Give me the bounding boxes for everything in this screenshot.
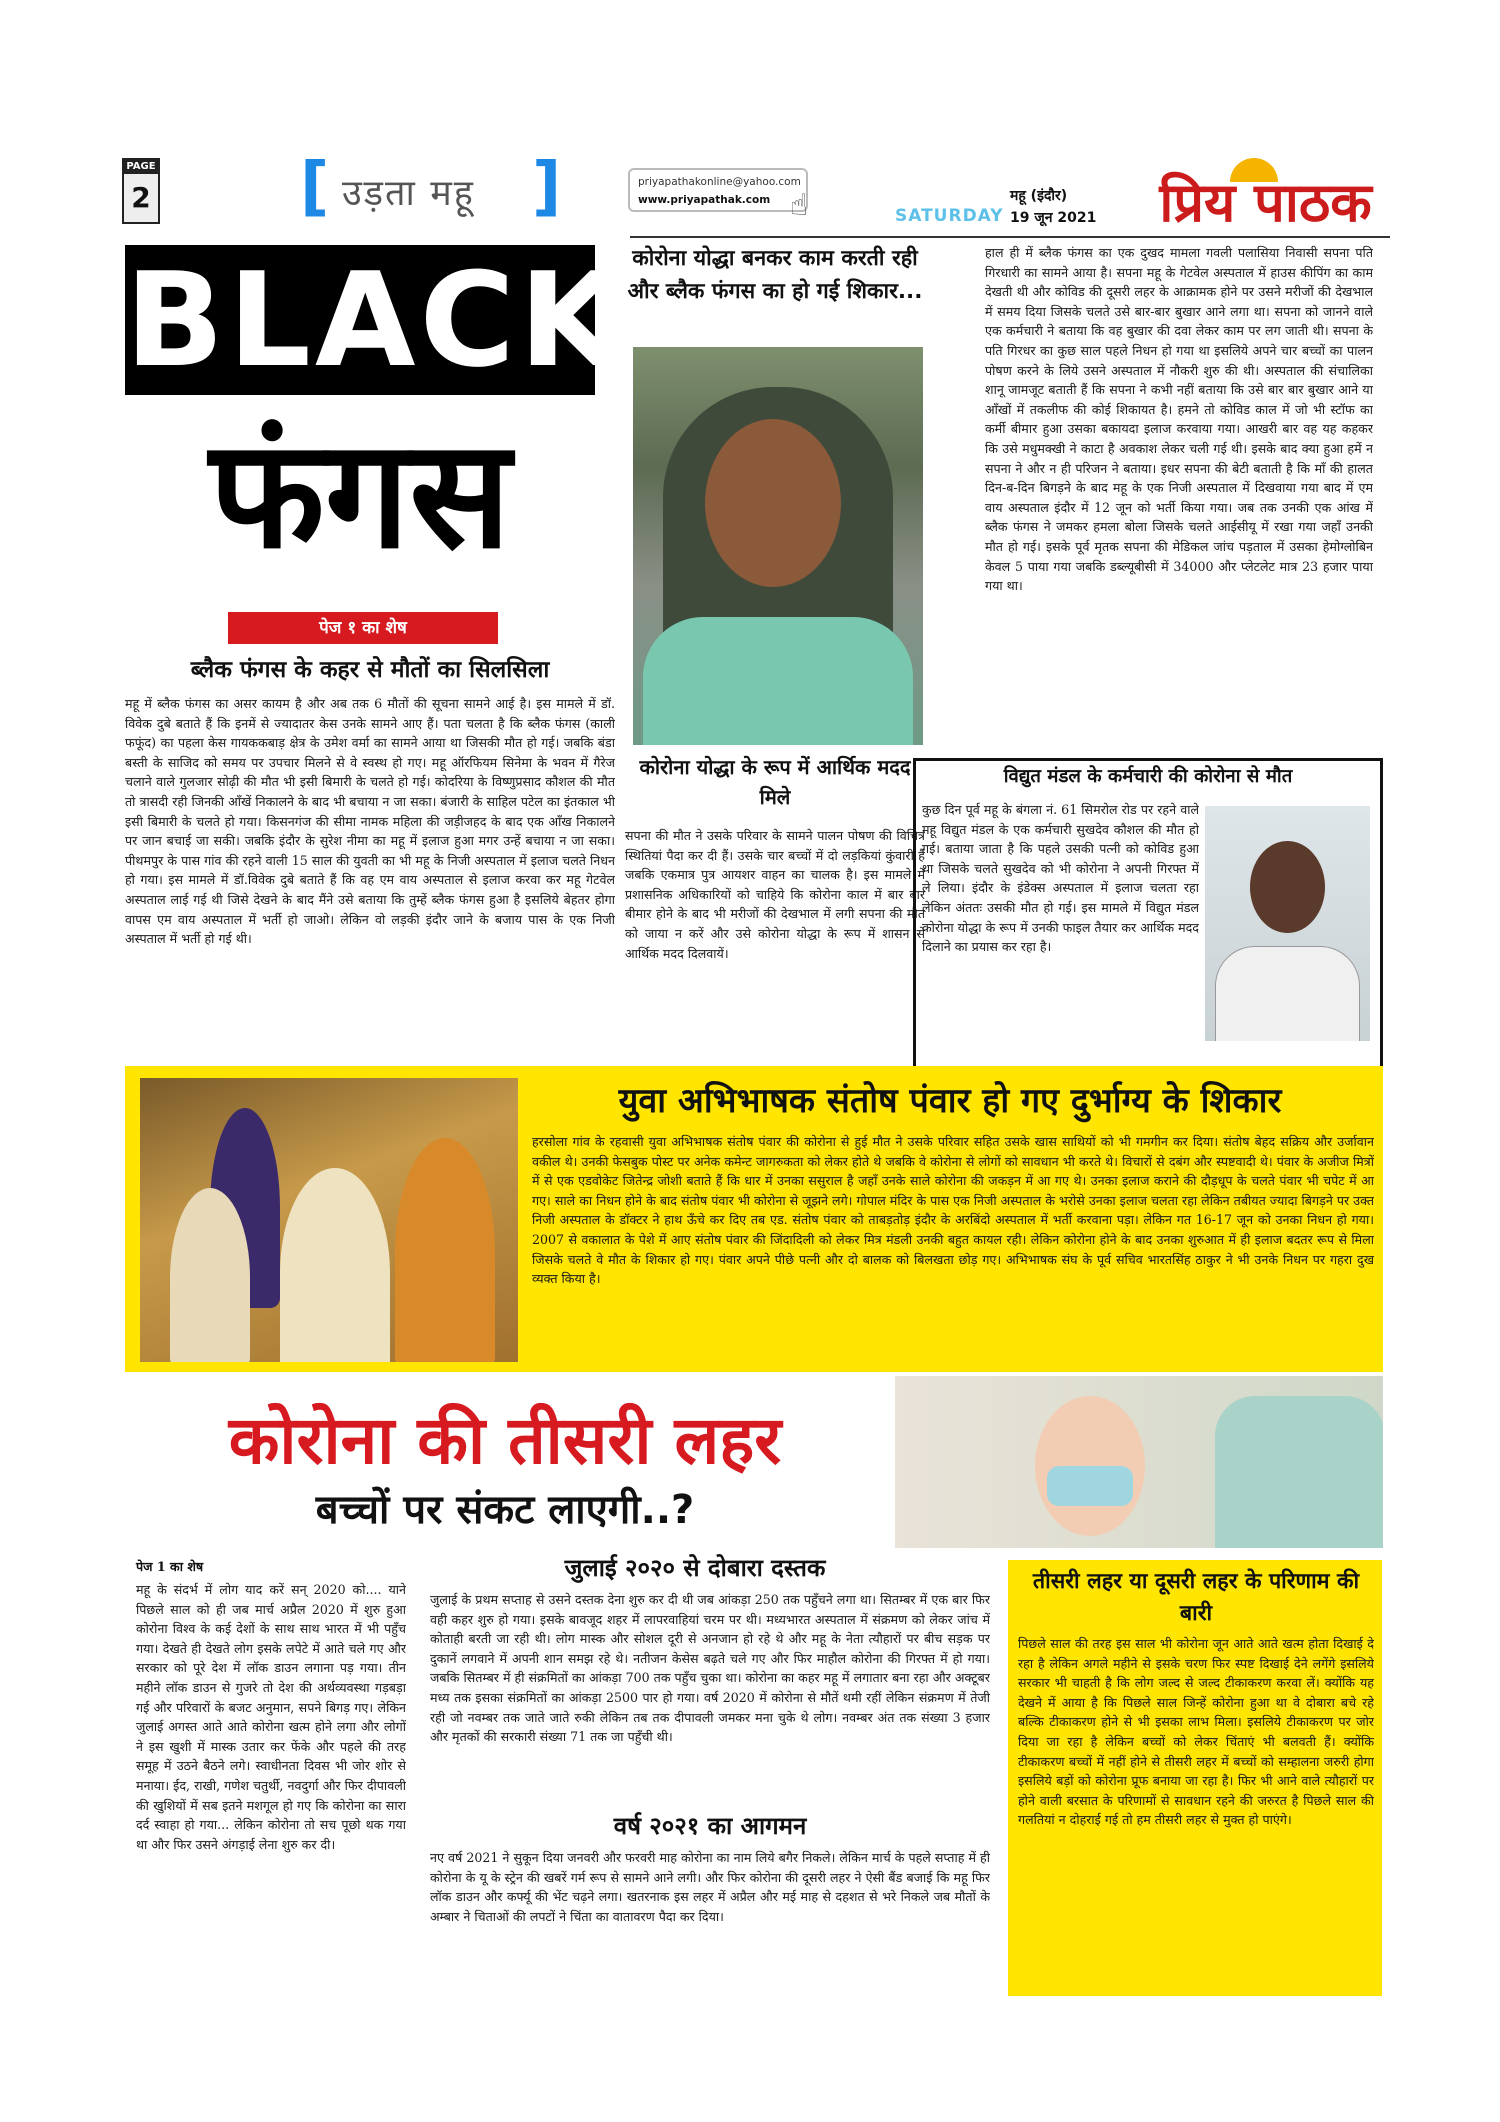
contact-email[interactable]: priyapathakonline@yahoo.com [638, 176, 801, 188]
side-body: पिछले साल की तरह इस साल भी कोरोना जून आते आते खत्म होता दिखाई दे रहा है लेकिन अगले महीने से इसके चरण फिर स्पष्ट दिखाई देने लगेंगे इसलिये सरकार भी चाहती है कि लोग जल्द से जल्द टीकाकरण करवा लें। क्योंकि यह देखने में आया है कि पिछले साल जिन्हें कोरोना हुआ था वे दोबारा बचे रहे बल्कि टीकाकरण होने से भी इसका लाभ मिला। इसलिये टीकाकरण पर जोर दिया जा रहा है लेकिन बच्चों को लेकर चिंताएं भी बलवती हैं। क्योंकि टीकाकरण बच्चों में नहीं होने से तीसरी लहर में बच्चों को सम्हालना जरुरी होगा इसलिये बड़ों को कोरोना प्रूफ बनाया जा रहा है। फिर भी आने वाले त्यौहारों पर होने वाली बरसात के परिणामों से सावधान रहने की जरुरत है पिछले साल की गलतियां न दोहराई गई तो हम तीसरी लहर से मुक्त हो पाएंगे। [1018, 1636, 1374, 1828]
section-name: उड़ता महू [342, 173, 475, 214]
year-2021-body: नए वर्ष 2021 ने सुकून दिया जनवरी और फरवरी माह कोरोना का नाम लिये बगैर निकले। लेकिन मार्च के पहले सप्ताह में ही कोरोना के यू के स्ट्रेन की खबरें गर्म रूप से सामने आने लगी। और फिर कोरोना की दूसरी लहर ने ऐसी बैंड बजाई कि महू फिर लॉक डाउन और कर्फ्यू की भेंट चढ़ने लगा। खतरनाक इस लहर में अप्रैल और मई माह से दहशत से भरे निकले जब मौतों के अम्बार ने चिताओं की लपटों ने चिंता का वातावरण पैदा कर दिया। [430, 1850, 990, 1924]
child-mask-photo [895, 1376, 1383, 1548]
bracket-right-icon: ] [532, 150, 562, 224]
year-2021-headline: वर्ष २०२१ का आगमन [613, 1812, 807, 1840]
issue-date: 19 जून 2021 [1010, 210, 1097, 226]
section-title [300, 150, 570, 225]
warrior-body: हाल ही में ब्लैक फंगस का एक दुखद मामला गवली पलासिया निवासी सपना पति गिरधारी का सामने आया है। सपना महू के गेटवेल अस्पताल में हाउस कीपिंग का काम देखती थी और कोविड की दूसरी लहर के आक्रामक होने पर उसने मरीजों की देखभाल में समय दिया जिसके चलते उसे बार-बार बुखार आने लगा था। सपना को जानने वाले एक कर्मचारी ने बताया कि वह बुखार की दवा लेकर काम पर लग जाती थी। सपना के पति गिरधर का कुछ साल पहले निधन हो गया था इसलिये अपने चार बच्चों का पालन पोषण करने के लिये उसने अस्पताल में नौकरी शुरु की थी। अस्पताल की संचालिका शानू जामजूट बताती हैं कि सपना ने कभी नहीं बताया कि उसे बार बार बुखार आने या आँखों में तकलीफ की कोई शिकायत है। हमने तो कोविड काल में जो भी स्टॉफ का कर्मी बीमार हुआ उसका बकायदा इलाज करवाया गया। आखरी बार वह यह कहकर कि उसे मधुमक्खी ने काटा है अवकाश लेकर चली गई थी। इसके बाद क्या हुआ हमें न सपना ने और न ही परिजन ने बताया। इधर सपना की बेटी बताती है कि माँ की हालत दिन-ब-दिन बिगड़ने के बाद महू के एक निजी अस्पताल में दिखवाया गया बाद में एम वाय अस्पताल इंदौर में 12 जून को भर्ती किया गया। जब तक उनकी एक आंख में ब्लैक फंगस ने जमकर हमला बोला जिसके चलते आईसीयू में रखा गया जहाँ उनकी मौत हो गई। इसके पूर्व मृतक सपना की मेडिकल जांच पड़ताल में उसका हेमोग्लोबिन केवल 5 पाया गया जबकि डब्ल्यूबीसी में 34000 और प्लेटलेट मात्र 23 हजार पाया गया था। [985, 245, 1373, 594]
third-wave-headline: कोरोना की तीसरी लहर [228, 1402, 782, 1479]
lead-body: महू में ब्लैक फंगस का असर कायम है और अब तक 6 मौतों की सूचना सामने आई है। इस मामले में डॉ. विवेक दुबे बताते हैं कि इनमें से ज्यादातर केस उनके सामने आए हैं। पता चलता है कि ब्लैक फंगस (काली फफूंद) का पहला केस गायककबाड़ क्षेत्र के उमेश वर्मा का सामने आया था जिसकी मौत हो गई। जबकि बंडा बस्ती के साजिद को समय पर उपचार मिलने से वे स्वस्थ हो गए। महू ऑरफियम सिनेमा के भवन में गैरेज चलाने वाले गुलजार सोढ़ी की मौत भी इसी बिमारी के चलते हो गई। कोदरिया के विष्णुप्रसाद कौशल की मौत तो त्रासदी रही जिनकी आँखें निकालने के बाद भी बचाया न जा सका। बंजारी के साहिल पटेल का इंतकाल भी इसी बिमारी के चलते हो गया। किसनगंज की सीमा नामक महिला की जड़ीजहद के बाद एक आँख निकालने पर जान बचाई जा सकी। जबकि इंदौर के सुरेश नीमा का महू में इलाज हुआ मगर उन्हें बचाया न जा सका। पीथमपुर के पास गांव की रहने वाली 15 साल की युवती का भी महू के निजी अस्पताल में इलाज चलते निधन हो गया। इस मामले में डॉ.विवेक दुबे बताते हैं कि वह एम वाय अस्पताल से इलाज करवा कर महू गेटवेल अस्पताल लाई गई थी जिसे देखने के बाद मैंने उसे बताया कि तुम्हें ब्लैक फंगस हुआ है इसलिये बेहतर होगा वापस एम वाय अस्पताल में भर्ती हो जाओ। लेकिन वो लड़की इंदौर जाने के बजाय पास के एक निजी अस्पताल में भर्ती हो गई थी। [125, 696, 615, 947]
header-rule [630, 236, 1390, 238]
third-wave-subheadline: बच्चों पर संकट लाएगी..? [315, 1487, 695, 1533]
electricity-photo [1205, 806, 1370, 1041]
page-badge [122, 158, 160, 224]
warrior-photo [633, 347, 923, 745]
masthead: प्रिय पाठक [1159, 171, 1372, 234]
hand-pointer-icon: ☝ [790, 188, 809, 223]
lead-word-black: BLACK [125, 244, 624, 396]
issue-city: महू (इंदौर) [1010, 188, 1068, 204]
electricity-body: कुछ दिन पूर्व महू के बंगला नं. 61 सिमरोल रोड पर रहने वाले महू विद्युत मंडल के एक कर्मचारी सुखदेव कौशल की मौत हो गई। बताया जाता है कि पहले उसकी पत्नी को कोविड हुआ था जिसके चलते सुखदेव को भी कोरोना ने अपनी गिरफ्त में ले लिया। इंदौर के इंडेक्स अस्पताल में इलाज चलता रहा लेकिन अंततः उसकी मौत हो गई। इस मामले में विद्युत मंडल कोरोना योद्धा के रूप में उनकी फाइल तैयार कर आर्थिक मदद दिलाने का प्रयास कर रहा है। [922, 802, 1199, 955]
contact-box [628, 168, 808, 212]
side-headline: तीसरी लहर या दूसरी लहर के परिणाम की बारी [1032, 1569, 1360, 1626]
aid-headline: कोरोना योद्धा के रूप में आर्थिक मदद मिले [639, 755, 911, 809]
page-number: 2 [131, 181, 151, 214]
third-wave-col-a: महू के संदर्भ में लोग याद करें सन् 2020 को.... याने पिछले साल को ही जब मार्च अप्रैल 2020 में शुरु हुआ कोरोना विश्व के कई देशों के साथ साथ भारत में भी पहुँच गया। देखते ही देखते लोग इसके लपेटे में आते चले गए और सरकार को पूरे देश में लॉक डाउन लगाना पड़ गया। तीन महीने लॉक डाउन से गुजरे तो देश की अर्थव्यवस्था गड़बड़ा गई और परिवारों के बजट अनुमान, सपने बिगड़ गए। लेकिन जुलाई अगस्त आते आते कोरोना खत्म होने लगा और लोगों ने इस खुशी में मास्क उतार कर फेंके और पहले की तरह समूह में उठने बैठने लगे। स्वाधीनता दिवस भी जोर शोर से मनाया। ईद, राखी, गणेश चतुर्थी, नवदुर्गा और फिर दीपावली की खुशियों में सब इतने मशगूल हो गए कि कोरोना का सारा दर्द स्वाहा हो गया... लेकिन कोरोना तो सच पूछो थक गया था और फिर उसने अंगड़ाई लेना शुरु कर दी। [136, 1582, 406, 1852]
issue-day: SATURDAY [895, 206, 1004, 226]
page-label: PAGE [124, 160, 158, 174]
bracket-left-icon: [ [300, 150, 330, 224]
advocate-headline: युवा अभिभाषक संतोष पंवार हो गए दुर्भाग्य के शिकार [618, 1081, 1282, 1121]
warrior-headline: कोरोना योद्धा बनकर काम करती रही और ब्लैक फंगस का हो गई शिकार... [627, 246, 923, 304]
july-headline: जुलाई २०२० से दोबारा दस्तक [564, 1554, 826, 1582]
advocate-body: हरसोला गांव के रहवासी युवा अभिभाषक संतोष पंवार की कोरोना से हुई मौत ने उसके परिवार सहित उसके खास साथियों को भी गमगीन कर दिया। संतोष बेहद सक्रिय और उर्जावान वकील थे। उनकी फेसबुक पोस्ट पर अनेक कमेन्ट जागरुकता को लेकर होते थे जबकि वे कोरोना से लोगों को सावधान भी करते थे। विचारों से दबंग और स्पष्टवादी थे। पंवार के अजीज मित्रों में से एक एडवोकेट जितेन्द्र जोशी बताते हैं कि धार में उनका ससुराल है जहाँ उनके साले कोरोना की जकड़न में आ गए थे। उनका इलाज कराने की दौड़धूप के चलते पंवार भी चपेट में आ गए। साले का निधन होने के बाद संतोष पंवार भी कोरोना से जूझने लगे। गोपाल मंदिर के पास एक निजी अस्पताल के भरोसे उनका इलाज चलता रहा लेकिन तबीयत ज्यादा बिगड़ने पर उक्त निजी अस्पताल के डॉक्टर ने हाथ ऊँचे कर दिए तब एड. संतोष पंवार को ताबड़तोड़ इंदौर के अरबिंदो अस्पताल में भर्ती करवाना पड़ा। लेकिन गत 16-17 जून को उनका निधन हो गया। 2007 से वकालात के पेशे में आए संतोष पंवार की जिंदादिली को लेकर मित्र मंडली उनकी बहुत कायल रही। लेकिन कोरोना होने के बाद उनका शुरुआत में ही इलाज बदतर रूप से मिला जिसके चलते वे मौत के शिकार हो गए। पंवार अपने पीछे पत्नी और दो बालक को बिलखता छोड़ गए। अभिभाषक संघ के पूर्व सचिव भारतसिंह ठाकुर ने भी उनके निधन पर गहरा दुख व्यक्त किया है। [532, 1134, 1374, 1287]
third-wave-continued: पेज 1 का शेष [136, 1559, 204, 1574]
continued-tag: पेज १ का शेष [228, 612, 498, 644]
lead-word-fungus: फंगस [209, 408, 511, 582]
lead-headline: ब्लैक फंगस के कहर से मौतों का सिलसिला [190, 657, 550, 683]
aid-body: सपना की मौत ने उसके परिवार के सामने पालन पोषण की विचित्र स्थितियां पैदा कर दी हैं। उसके चार बच्चों में दो लड़कियां कुंवारी है जबकि एकमात्र पुत्र आयशर वाहन का चालक है। इस मामले में प्रशासनिक अधिकारियों को चाहिये कि कोरोना काल में बार बार बीमार होने के बाद भी मरीजों की देखभाल में लगी सपना की मौत को जाया न करें और उसे कोरोना योद्धा के रूप में शासन से आर्थिक मदद दिलवायें। [625, 828, 925, 961]
electricity-headline: विद्युत मंडल के कर्मचारी की कोरोना से मौत [1003, 766, 1293, 787]
family-photo [140, 1078, 518, 1362]
july-body: जुलाई के प्रथम सप्ताह से उसने दस्तक देना शुरु कर दी थी जब आंकड़ा 250 तक पहुँचने लगा था। सितम्बर में एक बार फिर वही कहर शुरु हो गया। इसके बावजूद शहर में लापरवाहियां चरम पर थी। मध्यभारत अस्पताल में संक्रमण को लेकर जांच में कोताही बरती जा रही थी। लोग मास्क और सोशल दूरी से अनजान हो रहे थे और महू के नेता त्यौहारों पर बीच सड़क पर दुकानें लगवाने में अपनी शान समझ रहे थे। नतीजन केसेस बढ़ते चले गए और फिर माहौल कोरोना की गिरफ्त में हो गया। जबकि सितम्बर में ही संक्रमितों का आंकड़ा 700 तक पहुँच चुका था। कोरोना का कहर महू में लगातार बना रहा और अक्टूबर मध्य तक इसका संक्रमितों का आंकड़ा 2500 पार हो गया। वर्ष 2020 में कोरोना से मौतें थमी रहीं लेकिन संक्रमण में तेजी रही जो नवम्बर तक जाते जाते रुकी लेकिन तब तक दीपावली जमकर मना चुके थे लोग। नवम्बर अंत तक संख्या 3 हजार और मृतकों की सरकारी संख्या 71 तक जा पहुँची थी। [430, 1592, 990, 1745]
contact-website[interactable]: www.priyapathak.com [638, 194, 771, 206]
